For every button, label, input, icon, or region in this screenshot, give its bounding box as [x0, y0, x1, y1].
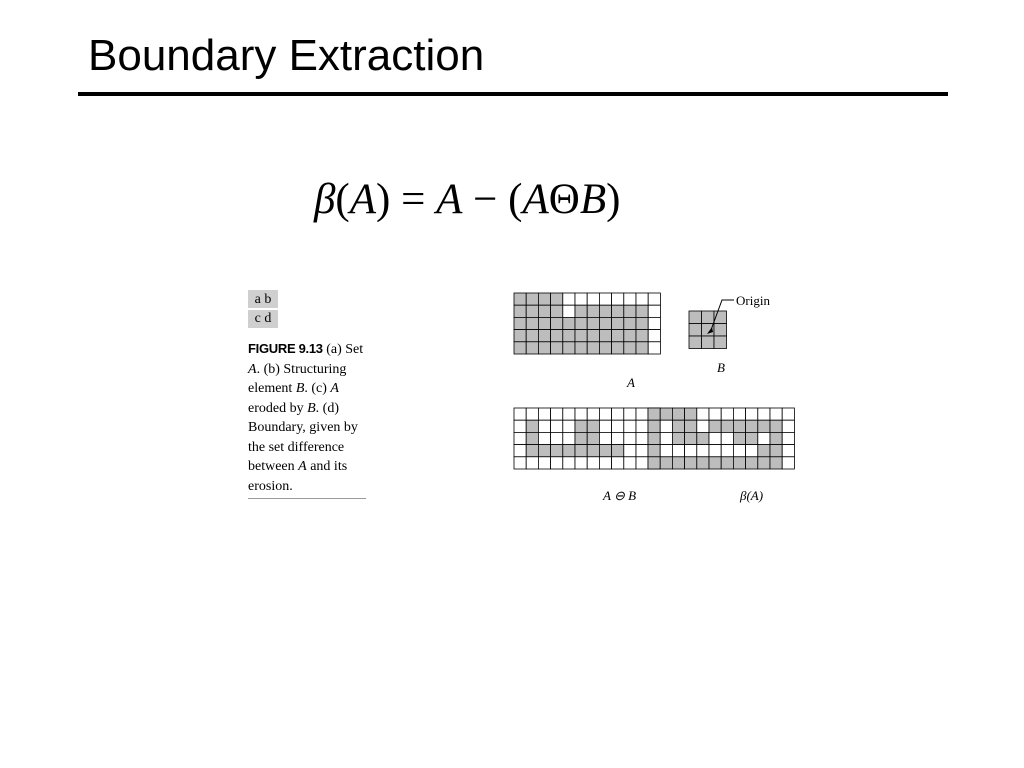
grid-cell — [714, 336, 727, 349]
grid-cell — [672, 432, 684, 444]
grid-cell — [709, 420, 721, 432]
grid-cell — [538, 457, 550, 469]
slide-title: Boundary Extraction — [88, 31, 485, 80]
caption-var-4: B — [307, 400, 316, 416]
grid-cell — [770, 457, 782, 469]
grid-cell — [587, 445, 599, 457]
grid-cell — [636, 330, 648, 342]
grid-cell — [526, 457, 538, 469]
grid-cell — [563, 420, 575, 432]
grid-cell — [733, 420, 745, 432]
grid-cell — [770, 408, 782, 420]
grid-cell — [624, 445, 636, 457]
grid-cell — [624, 342, 636, 354]
grid-cell — [575, 317, 587, 329]
grid-cell — [587, 305, 599, 317]
grid-cell — [551, 432, 563, 444]
grid-cell — [648, 330, 660, 342]
grid-cell — [587, 342, 599, 354]
caption-var-1: A — [248, 361, 257, 377]
grid-cell — [526, 305, 538, 317]
grid-cell — [636, 305, 648, 317]
grid-cell — [526, 445, 538, 457]
grid-cell — [648, 317, 660, 329]
grid-cell — [697, 420, 709, 432]
grid-cell — [636, 317, 648, 329]
grid-cell — [599, 432, 611, 444]
grid-cell — [624, 330, 636, 342]
grid-cell — [563, 293, 575, 305]
grid-cell — [672, 420, 684, 432]
grid-cell — [770, 420, 782, 432]
grid-cell — [587, 420, 599, 432]
grid-cell — [612, 457, 624, 469]
grid-cell — [612, 305, 624, 317]
grid-cell — [563, 408, 575, 420]
grid-cell — [551, 317, 563, 329]
grid-cell — [782, 408, 794, 420]
panel-key-row-1: a b — [254, 292, 272, 307]
grid-cell — [758, 408, 770, 420]
grid-cell — [660, 445, 672, 457]
grid-cell — [721, 432, 733, 444]
grid-cell — [648, 432, 660, 444]
grid-cell — [575, 305, 587, 317]
grid-cell — [587, 432, 599, 444]
grid-cell — [538, 420, 550, 432]
grid-cell — [624, 420, 636, 432]
grid-set-a — [514, 293, 660, 354]
grid-cell — [733, 457, 745, 469]
grid-cell — [746, 408, 758, 420]
grid-cell — [599, 342, 611, 354]
grid-cell — [624, 305, 636, 317]
grid-cell — [514, 293, 526, 305]
grid-boundary — [648, 408, 794, 469]
panel-key-row-2: c d — [254, 311, 272, 326]
label-erosion: A ⊖ B — [603, 488, 637, 503]
grid-cell — [746, 457, 758, 469]
grid-cell — [538, 432, 550, 444]
grid-cell — [563, 342, 575, 354]
grid-cell — [612, 342, 624, 354]
grid-cell — [599, 408, 611, 420]
grid-cell — [538, 408, 550, 420]
grid-cell — [551, 342, 563, 354]
caption-var-5: A — [298, 459, 307, 474]
grid-cell — [551, 420, 563, 432]
grid-cell — [648, 445, 660, 457]
grid-cell — [514, 432, 526, 444]
grid-cell — [697, 457, 709, 469]
formula-paren-open: ( — [508, 176, 523, 223]
grid-cell — [551, 293, 563, 305]
grid-cell — [721, 420, 733, 432]
grid-cell — [563, 432, 575, 444]
caption-text-4: eroded by — [248, 400, 308, 416]
grid-cell — [721, 445, 733, 457]
grid-cell — [697, 408, 709, 420]
grid-cell — [636, 293, 648, 305]
grid-cell — [648, 305, 660, 317]
grid-cell — [575, 420, 587, 432]
grid-cell — [636, 457, 648, 469]
grid-cell — [538, 293, 550, 305]
grid-cell — [685, 445, 697, 457]
caption-text-5: . (d) Boundary, given by the set difference between — [248, 400, 358, 474]
grid-cell — [599, 457, 611, 469]
grid-cell — [514, 342, 526, 354]
grid-cell — [685, 408, 697, 420]
grid-cell — [782, 457, 794, 469]
grid-cell — [575, 342, 587, 354]
grid-cell — [563, 457, 575, 469]
grid-cell — [563, 305, 575, 317]
grid-cell — [660, 408, 672, 420]
grid-cell — [514, 305, 526, 317]
grid-cell — [514, 330, 526, 342]
grid-cell — [746, 445, 758, 457]
grid-cell — [758, 420, 770, 432]
grid-cell — [587, 457, 599, 469]
grid-cell — [636, 408, 648, 420]
grid-cell — [587, 408, 599, 420]
grid-cell — [624, 408, 636, 420]
grid-cell — [721, 408, 733, 420]
grid-cell — [575, 432, 587, 444]
grid-cell — [709, 408, 721, 420]
grid-cell — [782, 420, 794, 432]
grid-cell — [526, 432, 538, 444]
grid-cell — [702, 311, 715, 324]
grid-cell — [538, 305, 550, 317]
grid-cell — [575, 293, 587, 305]
grid-cell — [746, 420, 758, 432]
label-structuring-b: B — [717, 360, 725, 375]
grid-cell — [612, 408, 624, 420]
grid-cell — [514, 457, 526, 469]
grid-cell — [612, 445, 624, 457]
grid-cell — [746, 432, 758, 444]
grid-cell — [697, 445, 709, 457]
grid-cell — [612, 317, 624, 329]
grid-cell — [709, 457, 721, 469]
grid-cell — [538, 342, 550, 354]
grid-cell — [514, 445, 526, 457]
grid-cell — [587, 330, 599, 342]
grid-cell — [709, 445, 721, 457]
grid-cell — [685, 420, 697, 432]
formula-lhs-var: A — [349, 176, 377, 223]
grid-cell — [575, 457, 587, 469]
grid-cell — [526, 317, 538, 329]
grid-cell — [648, 420, 660, 432]
grid-cell — [782, 432, 794, 444]
grid-cell — [551, 305, 563, 317]
grid-cell — [636, 420, 648, 432]
grid-cell — [526, 420, 538, 432]
grid-cell — [538, 445, 550, 457]
grid-structuring-element — [689, 311, 727, 349]
grid-cell — [758, 457, 770, 469]
grid-cell — [612, 330, 624, 342]
grid-cell — [660, 457, 672, 469]
formula-lhs-close: ) — [376, 176, 391, 223]
grid-cell — [599, 293, 611, 305]
label-origin: Origin — [736, 293, 770, 308]
grid-cell — [758, 445, 770, 457]
grid-cell — [733, 408, 745, 420]
caption-text-3: . (c) — [304, 381, 331, 396]
grid-cell — [770, 445, 782, 457]
caption-var-2: B — [295, 381, 305, 396]
caption-text-6: and its erosion. — [248, 459, 348, 494]
grid-cell — [551, 330, 563, 342]
grid-cell — [697, 432, 709, 444]
grid-cell — [599, 420, 611, 432]
grid-cell — [526, 293, 538, 305]
grid-cell — [599, 317, 611, 329]
grid-cell — [672, 408, 684, 420]
grid-cell — [575, 408, 587, 420]
grid-cell — [599, 330, 611, 342]
grid-cell — [587, 317, 599, 329]
grid-cell — [538, 317, 550, 329]
grid-cell — [551, 457, 563, 469]
grid-cell — [702, 336, 715, 349]
grid-cell — [648, 408, 660, 420]
grid-cell — [526, 330, 538, 342]
grid-cell — [624, 432, 636, 444]
grid-cell — [782, 445, 794, 457]
grid-cell — [526, 408, 538, 420]
grid-cell — [636, 342, 648, 354]
formula-rhs-a: A — [436, 176, 463, 223]
grid-cell — [689, 324, 702, 337]
grid-cell — [575, 445, 587, 457]
grid-cell — [612, 432, 624, 444]
grid-cell — [733, 445, 745, 457]
grid-cell — [685, 457, 697, 469]
grid-cell — [526, 342, 538, 354]
grid-cell — [563, 330, 575, 342]
grid-cell — [551, 445, 563, 457]
grid-cell — [563, 445, 575, 457]
formula-equals: = — [390, 176, 437, 223]
caption-text-1: (a) Set — [322, 342, 364, 357]
figure-number: FIGURE 9.13 — [248, 341, 323, 356]
grid-cell — [624, 457, 636, 469]
grid-cell — [563, 317, 575, 329]
grid-cell — [648, 293, 660, 305]
grid-cell — [624, 293, 636, 305]
grid-cell — [714, 324, 727, 337]
grid-cell — [758, 432, 770, 444]
grid-cell — [636, 432, 648, 444]
caption-text-2: . (b) Structuring element — [248, 361, 347, 396]
grid-erosion — [514, 408, 660, 469]
grid-cell — [599, 445, 611, 457]
grid-cell — [624, 317, 636, 329]
grid-cell — [733, 432, 745, 444]
grid-cell — [551, 408, 563, 420]
formula-rhs-a2: A — [522, 176, 549, 223]
label-set-a: A — [627, 375, 635, 390]
grid-cell — [660, 432, 672, 444]
grid-cell — [709, 432, 721, 444]
grid-cell — [612, 420, 624, 432]
grid-cell — [538, 330, 550, 342]
grid-cell — [587, 293, 599, 305]
grid-cell — [514, 420, 526, 432]
label-boundary: β(A) — [740, 488, 764, 503]
grid-cell — [612, 293, 624, 305]
grid-cell — [575, 330, 587, 342]
formula-rhs-b: B — [579, 176, 607, 223]
formula-minus: − — [462, 176, 509, 223]
grid-cell — [648, 457, 660, 469]
grid-cell — [685, 432, 697, 444]
grid-cell — [689, 311, 702, 324]
caption-var-3: A — [330, 381, 339, 396]
formula-theta: Θ — [548, 176, 580, 223]
formula-lhs-open: ( — [335, 176, 350, 223]
grid-cell — [672, 457, 684, 469]
formula-beta: β — [314, 176, 336, 223]
grid-cell — [599, 305, 611, 317]
grid-cell — [770, 432, 782, 444]
grid-cell — [648, 342, 660, 354]
grid-cell — [721, 457, 733, 469]
grid-cell — [689, 336, 702, 349]
grid-cell — [636, 445, 648, 457]
grid-cell — [514, 317, 526, 329]
formula-paren-close: ) — [606, 176, 621, 223]
grid-cell — [660, 420, 672, 432]
grid-cell — [514, 408, 526, 420]
grid-cell — [672, 445, 684, 457]
